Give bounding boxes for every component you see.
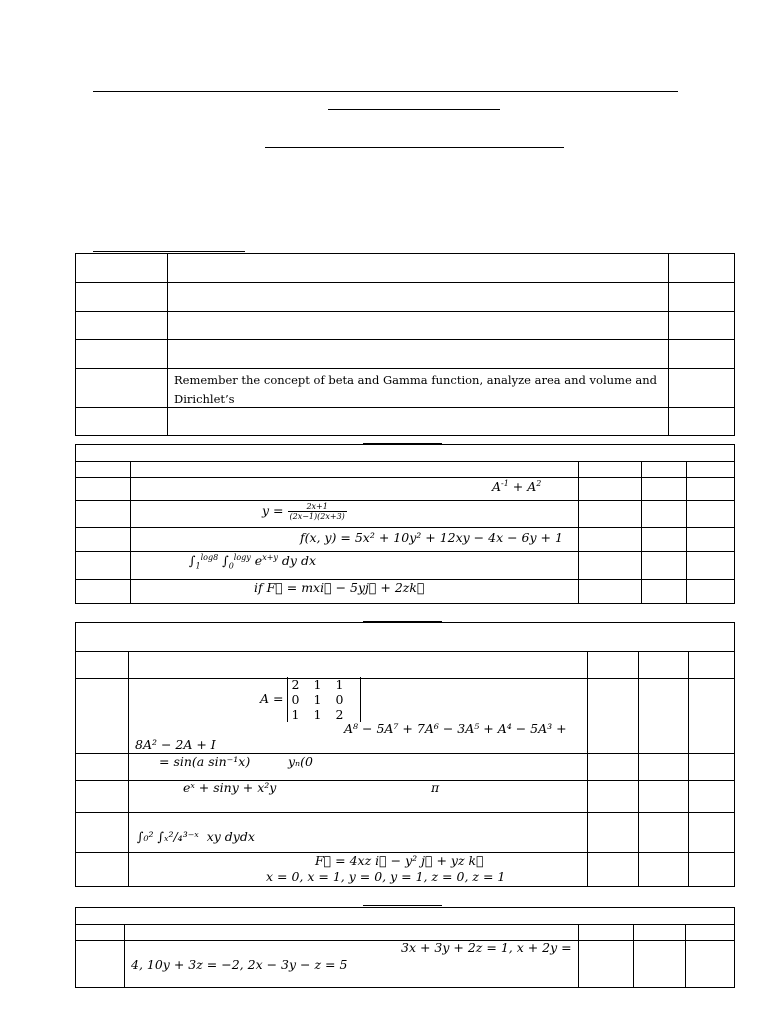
section-c-poly-line2: 8A² − 2A + I [135,737,216,752]
co-cell [168,340,669,369]
header-rule-3 [265,147,564,148]
co-cell [669,254,735,283]
section-b-q5-formula: if F⃗ = mxi⃗ − 5yj⃗ + 2zk⃗ [254,580,425,595]
section-c-q5-line1: F⃗ = 4xz i⃗ − y² j⃗ + yz k⃗ [315,853,484,868]
section-c-q2-formula-b: yₙ(0 [288,754,313,769]
co-cell [669,369,735,408]
section-d-title-row [76,908,735,925]
co-cell [76,340,168,369]
co-cell [669,312,735,340]
section-b-title-row [76,445,735,462]
co-cell [76,283,168,312]
section-c-q5-line2: x = 0, x = 1, y = 0, y = 1, z = 0, z = 1 [266,869,506,884]
co-cell [168,408,669,436]
co-cell [669,408,735,436]
co-heading-rule [93,251,245,252]
section-d-eq-line1: 3x + 3y + 2z = 1, x + 2y = [401,940,572,955]
section-b-q1-formula: $A^{-1} + A^2$ [492,478,542,494]
section-b-q2-cell [131,501,579,528]
header-rule-2 [328,109,500,110]
co-cell [168,283,669,312]
section-d-heading-rule [363,905,442,906]
section-c-poly-line1: A⁸ − 5A⁷ + 7A⁶ − 3A⁵ + A⁴ − 5A³ + [344,721,567,736]
co-cell [168,254,669,283]
co-description-text: Remember the concept of beta and Gamma function, analyze area and volume and Dirichlet’s [174,373,658,406]
co-cell [76,254,168,283]
section-c-q3-formula-a: eˣ + siny + x²y [183,780,277,795]
section-c-title-row [76,623,735,652]
section-c-q2-formula-a: = sin(a sin⁻¹x) [159,754,251,769]
course-outcome-table [75,253,735,436]
co-cell [168,312,669,340]
co-description-cell [168,369,669,408]
section-c-q4-formula: ∫₀² ∫ₓ²/₄³⁻ˣ xy dydx [137,829,255,844]
section-b-q3-formula: f(x, y) = 5x² + 10y² + 12xy − 4x − 6y + 1 [300,530,563,545]
header-rule-1 [93,91,678,92]
co-cell [76,369,168,408]
fraction: $\frac{2x+1}{(2x-1)(2x+3)}$ [289,502,345,521]
co-cell [76,312,168,340]
co-cell [76,408,168,436]
section-b-q4-formula: $\int_1^{log8}$ $\int_0^{logy}$ $e^{x+y}$ dy dx [189,552,317,571]
co-cell [669,340,735,369]
section-d-eq-line2: 4, 10y + 3z = −2, 2x − 3y − z = 5 [131,957,348,972]
section-b-q2-formula: y = $\frac{2x+1}{(2x-1)(2x+3)}$ [262,502,345,521]
matrix-a: 2 1 1 0 1 0 1 1 2 [287,677,361,722]
section-c-q3-formula-b: π [431,780,440,795]
section-c-matrix: A = 2 1 1 0 1 0 1 1 2 [260,677,361,722]
co-cell [669,283,735,312]
